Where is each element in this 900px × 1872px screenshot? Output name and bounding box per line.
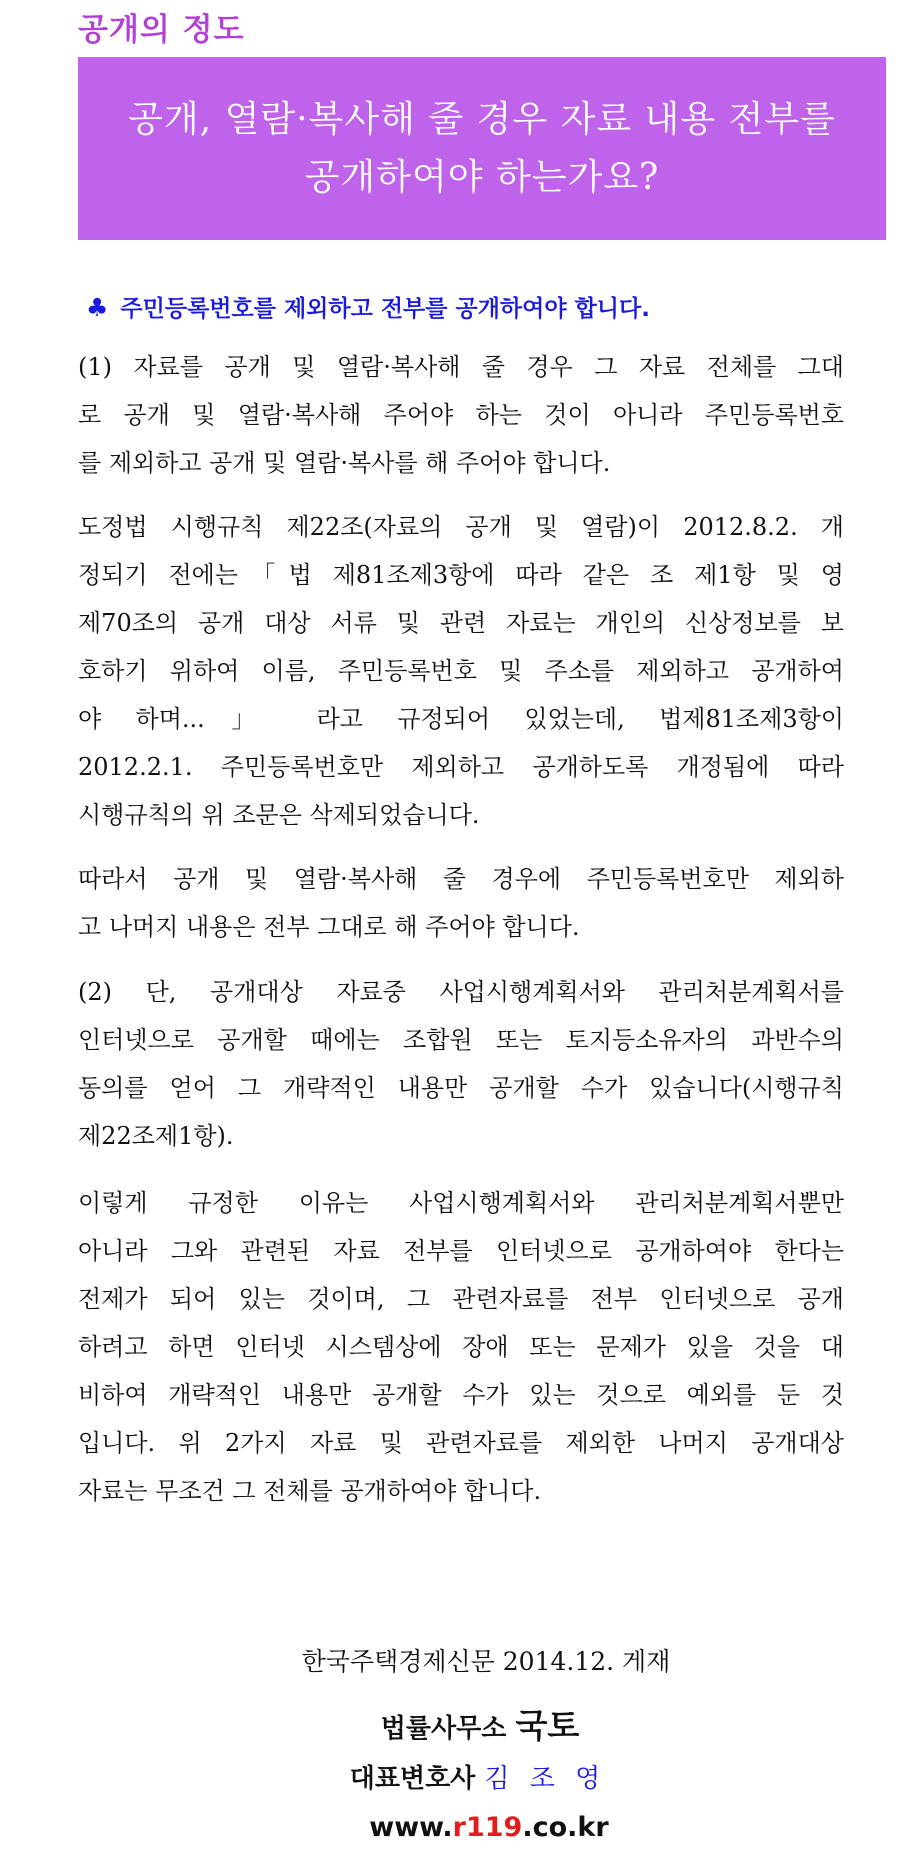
paragraph-line: 시행규칙의 위 조문은 삭제되었습니다. [78, 801, 480, 829]
paragraph-line: 이렇게 규정한 이유는 사업시행계획서와 관리처분계획서뿐만 [78, 1189, 844, 1217]
paragraph-4 [78, 968, 844, 1160]
paragraph-line: 입니다. 위 2가지 자료 및 관련자료를 제외한 나머지 공개대상 [78, 1429, 844, 1457]
publication-source: 한국주택경제신문 2014.12. 게재 [301, 1647, 671, 1676]
paragraph-line: 전제가 되어 있는 것이며, 그 관련자료를 전부 인터넷으로 공개 [78, 1285, 844, 1313]
paragraph-1 [78, 343, 844, 487]
paragraph-line: 하려고 하면 인터넷 시스템상에 장애 또는 문제가 있을 것을 대 [78, 1333, 844, 1361]
law-firm [0, 1700, 900, 1747]
law-firm-name: 국토 [515, 1706, 580, 1745]
question-banner [78, 57, 886, 240]
paragraph-line: 야 하며...」 라고 규정되어 있었는데, 법제81조제3항이 [78, 705, 844, 733]
paragraph-line: 를 제외하고 공개 및 열람·복사를 해 주어야 합니다. [78, 449, 611, 477]
url-prefix: www. [369, 1812, 453, 1843]
paragraph-line: 정되기 전에는「법 제81조제3항에 따라 같은 조 제1항 및 영 [78, 561, 844, 589]
answer-summary [86, 290, 650, 323]
paragraph-line: 호하기 위하여 이름, 주민등록번호 및 주소를 제외하고 공개하여 [78, 657, 844, 685]
paragraph-line: 자료는 무조건 그 전체를 공개하여야 합니다. [78, 1477, 542, 1505]
paragraph-3 [78, 855, 844, 951]
website-link[interactable] [0, 1812, 900, 1843]
paragraph-5 [78, 1179, 844, 1515]
url-highlight: r119 [452, 1812, 523, 1843]
paragraph-2 [78, 503, 844, 839]
paragraph-line: (2) 단, 공개대상 자료중 사업시행계획서와 관리처분계획서를 [78, 978, 844, 1006]
lawyer-name: 김 조 영 [484, 1764, 607, 1794]
question-line-2: 공개하여야 하는가요? [304, 157, 660, 198]
paragraph-line: 인터넷으로 공개할 때에는 조합원 또는 토지등소유자의 과반수의 [78, 1026, 844, 1054]
paragraph-line: (1) 자료를 공개 및 열람·복사해 줄 경우 그 자료 전체를 그대 [78, 353, 844, 381]
paragraph-line: 고 나머지 내용은 전부 그대로 해 주어야 합니다. [78, 913, 580, 941]
paragraph-line: 아니라 그와 관련된 자료 전부를 인터넷으로 공개하여야 한다는 [78, 1237, 844, 1265]
lawyer-title: 대표변호사 [349, 1764, 476, 1794]
law-firm-prefix: 법률사무소 [380, 1714, 507, 1744]
question-line-1: 공개, 열람·복사해 줄 경우 자료 내용 전부를 [128, 99, 836, 140]
paragraph-line: 도정법 시행규칙 제22조(자료의 공개 및 열람)이 2012.8.2. 개 [78, 513, 844, 541]
paragraph-line: 비하여 개략적인 내용만 공개할 수가 있는 것으로 예외를 둔 것 [78, 1381, 844, 1409]
representative-lawyer [0, 1758, 900, 1795]
paragraph-line: 제22조제1항). [78, 1122, 234, 1150]
paragraph-line: 2012.2.1. 주민등록번호만 제외하고 공개하도록 개정됨에 따라 [78, 753, 844, 781]
section-label: 공개의 정도 [78, 12, 245, 48]
paragraph-line: 제70조의 공개 대상 서류 및 관련 자료는 개인의 신상정보를 보 [78, 609, 844, 637]
paragraph-line: 따라서 공개 및 열람·복사해 줄 경우에 주민등록번호만 제외하 [78, 865, 844, 893]
paragraph-line: 로 공개 및 열람·복사해 주어야 하는 것이 아니라 주민등록번호 [78, 401, 844, 429]
paragraph-line: 동의를 얻어 그 개략적인 내용만 공개할 수가 있습니다(시행규칙 [78, 1074, 844, 1102]
club-icon: ♣ [86, 293, 109, 322]
answer-text: 주민등록번호를 제외하고 전부를 공개하여야 합니다. [120, 296, 650, 322]
url-suffix: .co.kr [522, 1812, 609, 1843]
